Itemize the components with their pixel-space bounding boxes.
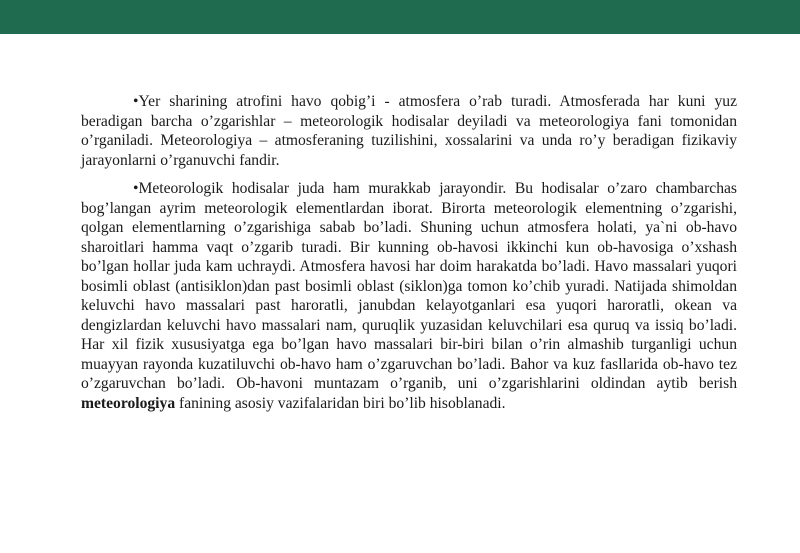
header-bar	[0, 0, 800, 34]
paragraph-tail-text: fanining asosiy vazifalaridan biri bo’lib hisoblanadi.	[175, 394, 506, 412]
bold-term: meteorologiya	[81, 394, 176, 412]
bullet: •	[133, 93, 139, 110]
paragraph-text: Meteorologik hodisalar juda ham murakkab jarayondir. Bu hodisalar o’zaro chambarchas bog’langan ayrim meteorologik elementlardan iborat. Birorta meteorologik elementning o’zgarishi, qolgan elementlarning o’zgarishiga sabab bo’ladi. Shuning uchun atmosfera holati, ya`ni ob-havo sharoitlari hamma vaqt o’zgarib turadi. Bir kunning ob-havosi ikkinchi kun ob-havosiga o’xshash bo’lgan hollar juda kam uchraydi. Atmosfera havosi har doim harakatda bo’ladi. Havo massalari yuqori bosimli oblast (antisiklon)dan past bosimli oblast (siklon)ga tomon ko’chib yuradi. Natijada shimoldan keluvchi havo massalari past haroratli, janubdan kelayotganlari esa yuqori haroratli, okean va dengizlardan keluvchi havo massalari nam, quruqlik yuzasidan keluvchilari esa quruq va issiq bo’ladi. Har xil fizik xususiyatga ega bo’lgan havo massalari bir-biri bilan o’rin almashib turganligi uchun muayyan rayonda kuzatiluvchi ob-havo ham o’zgaruvchan bo’ladi. Bahor va kuz fasllarida ob-havo tez o’zgaruvchan bo’ladi. Ob-havoni muntazam o’rganib, uni o’zgarishlarini oldindan aytib berish	[81, 180, 737, 392]
slide-body	[81, 92, 737, 423]
paragraph-text: Yer sharining atrofini havo qobig’i - atmosfera o’rab turadi. Atmosferada har kuni yuz beradigan barcha o’zgarishlar – meteorologik hodisalar deyiladi va meteorologiya fani tomonidan o’rganiladi. Meteorologiya – atmosferaning tuzilishini, xossalarini va unda ro’y beradigan fizikaviy jarayonlarni o’rganuvchi fandir.	[81, 93, 737, 169]
paragraph-atmosphere	[81, 92, 737, 170]
bullet: •	[133, 180, 139, 197]
paragraph-meteorological-phenomena	[81, 179, 737, 413]
